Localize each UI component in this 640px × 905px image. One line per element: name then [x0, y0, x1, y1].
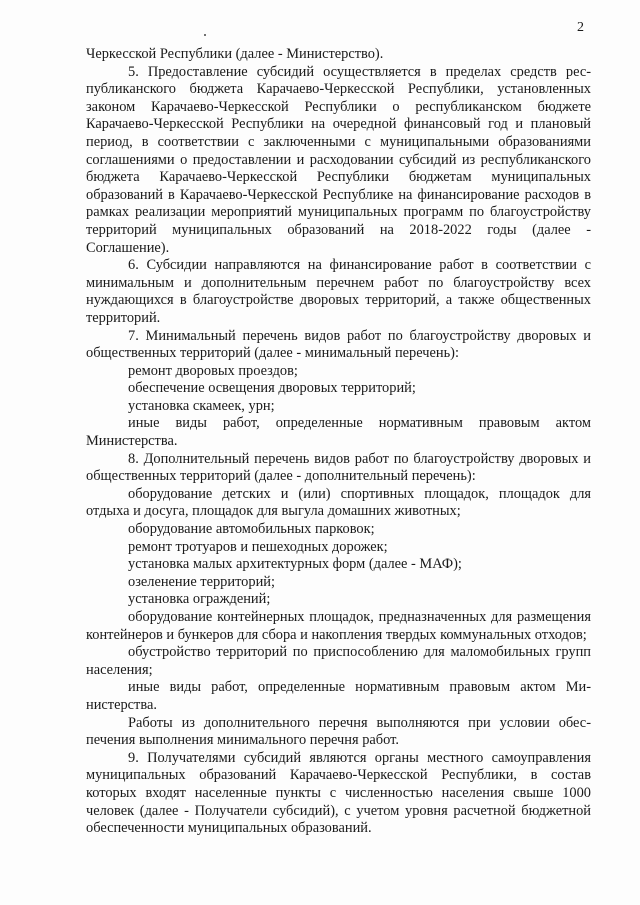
- list-item-minimal-4: иные виды работ, определенные нормативным правовым актом Министерства.: [86, 415, 591, 450]
- list-item-additional-5: озеленение территорий;: [128, 573, 275, 590]
- paragraph-works-condition: Работы из дополнительного перечня выполняются при условии обеспечения выполнения минимального перечня работ.: [86, 714, 591, 749]
- list-item-minimal-3: установка скамеек, урн;: [128, 397, 275, 414]
- page-number: 2: [577, 20, 584, 35]
- list-item-additional-2: оборудование автомобильных парковок;: [128, 521, 375, 538]
- list-item-additional-8: обустройство территорий по приспособлению для маломобильных групп населения;: [86, 644, 591, 678]
- list-item-minimal-2: обеспечение освещения дворовых территорий;: [128, 380, 416, 397]
- paragraph-9: 9. Получателями субсидий являются органы местного самоуправления муниципальных образований Карачаево-Черкесской Республики, в состав которых входят населенные пункты с численностью населения свыше 1000 человек (далее - Получатели субсидий), с учетом уровня расчетной бюджетной обеспеченности муниципальных образований.: [86, 749, 591, 837]
- paragraph-6: 6. Субсидии направляются на финансирование работ в соответствии с минимальным и дополнительным перечнем работ по благоустройству всех нуждающихся в благоустройстве дворовых территорий, а также общественных территорий.: [86, 257, 591, 326]
- list-item-additional-9: иные виды работ, определенные нормативным правовым актом Министерства.: [86, 679, 591, 713]
- paragraph-continuation: Черкесской Республики (далее - Министерство).: [86, 46, 384, 62]
- list-item-additional-7: оборудование контейнерных площадок, предназначенных для размещения контейнеров и бункеров для сбора и накопления твердых коммунальных отходов;: [86, 609, 591, 643]
- list-item-additional-3: ремонт тротуаров и пешеходных дорожек;: [128, 538, 388, 555]
- list-item-additional-6: установка ограждений;: [128, 591, 271, 608]
- document-body: [86, 46, 591, 838]
- list-item-minimal-1: ремонт дворовых проездов;: [128, 362, 298, 379]
- scan-speck: [204, 34, 206, 36]
- paragraph-8: 8. Дополнительный перечень видов работ по благоустройству дворовых и общественных территорий (далее - дополнительный перечень):: [86, 450, 591, 485]
- list-item-additional-1: оборудование детских и (или) спортивных площадок, площадок для отдыха и досуга, площадок для выгула домашних животных;: [86, 485, 591, 520]
- paragraph-5: 5. Предоставление субсидий осуществляется в пределах средств республиканского бюджета Карачаево-Черкесской Республики, установленных законом Карачаево-Черкесской Республики о республиканском бюджете Карачаево-Черкесской Республики на очередной финансовый год и плановый период, в соответствии с заключенными с муниципальными образованиями соглашениями о предоставлении и расходовании субсидий из республиканского бюджета Карачаево-Черкесской Республики бюджетам муниципальных образований в Карачаево-Черкесской Республике на финансирование расходов в рамках реализации мероприятий муниципальных программ по благоустройству территорий муниципальных образований на 2018-2022 годы (далее - Соглашение).: [86, 63, 591, 256]
- list-item-additional-4: установка малых архитектурных форм (далее - МАФ);: [128, 556, 462, 573]
- paragraph-7: 7. Минимальный перечень видов работ по благоустройству дворовых и общественных территорий (далее - минимальный перечень):: [86, 327, 591, 362]
